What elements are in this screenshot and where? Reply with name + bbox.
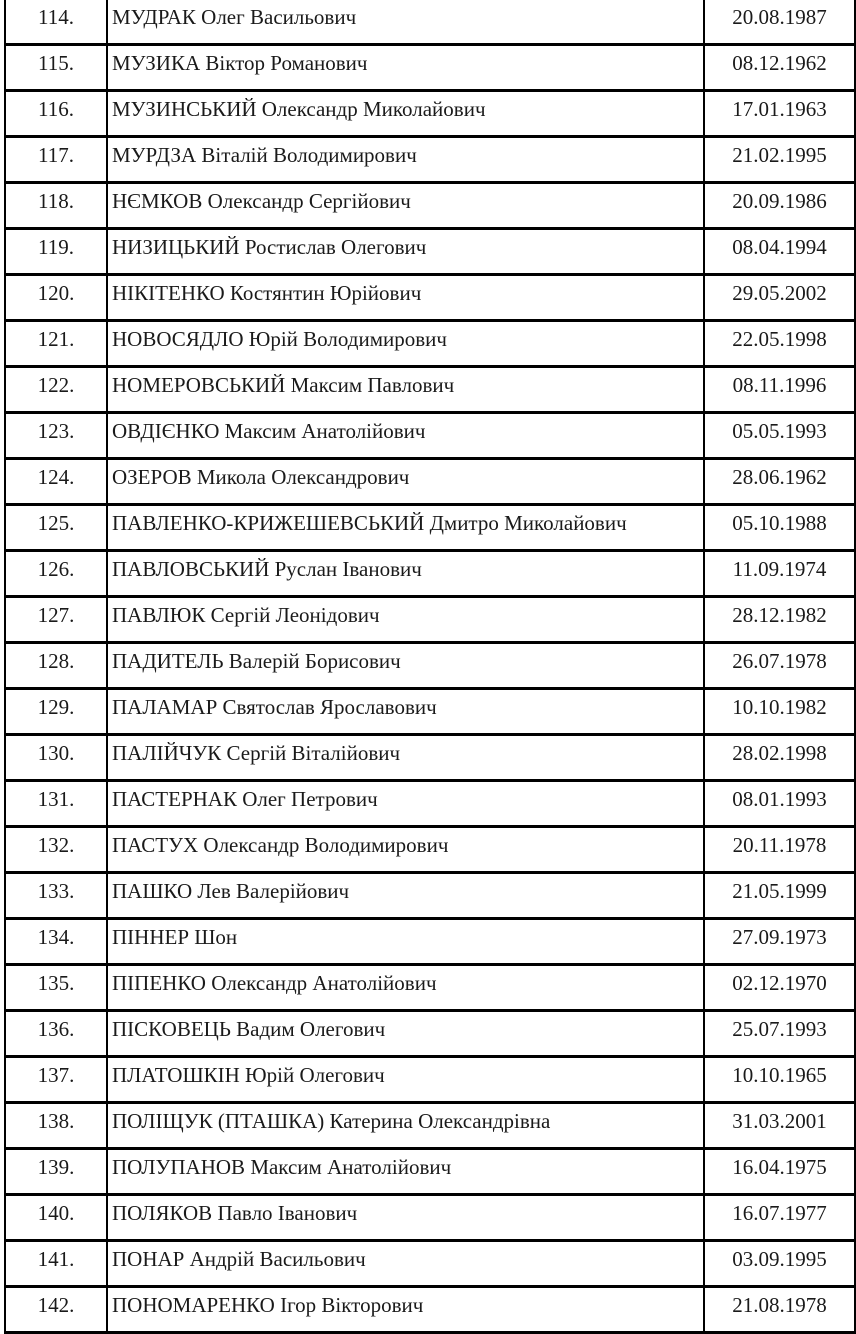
table-row — [5, 643, 855, 689]
row-number-cell: 135. — [5, 965, 107, 1011]
full-name-cell: ПОЛЯКОВ Павло Іванович — [107, 1195, 704, 1241]
full-name-cell: ПАВЛЕНКО-КРИЖЕШЕВСЬКИЙ Дмитро Миколайович — [107, 505, 704, 551]
row-number-cell: 125. — [5, 505, 107, 551]
table-row — [5, 321, 855, 367]
row-number-cell: 141. — [5, 1241, 107, 1287]
full-name-cell: НИЗИЦЬКИЙ Ростислав Олегович — [107, 229, 704, 275]
date-of-birth-cell: 03.09.1995 — [704, 1241, 855, 1287]
full-name-cell: ПАВЛЮК Сергій Леонідович — [107, 597, 704, 643]
table-clip-region — [4, 0, 850, 1317]
full-name-cell: МУРДЗА Віталій Володимирович — [107, 137, 704, 183]
table-row — [5, 689, 855, 735]
full-name-cell: ПАСТЕРНАК Олег Петрович — [107, 781, 704, 827]
table-row — [5, 183, 855, 229]
date-of-birth-cell: 29.05.2002 — [704, 275, 855, 321]
date-of-birth-cell: 08.11.1996 — [704, 367, 855, 413]
date-of-birth-cell: 22.05.1998 — [704, 321, 855, 367]
table-row — [5, 137, 855, 183]
roster-table-body — [5, 0, 855, 1333]
table-row — [5, 827, 855, 873]
row-number-cell: 122. — [5, 367, 107, 413]
full-name-cell: ПОНОМАРЕНКО Ігор Вікторович — [107, 1287, 704, 1333]
date-of-birth-cell: 17.01.1963 — [704, 91, 855, 137]
row-number-cell: 139. — [5, 1149, 107, 1195]
table-row — [5, 1057, 855, 1103]
row-number-cell: 130. — [5, 735, 107, 781]
table-row — [5, 413, 855, 459]
table-row — [5, 781, 855, 827]
table-row — [5, 505, 855, 551]
table-row — [5, 873, 855, 919]
row-number-cell: 127. — [5, 597, 107, 643]
row-number-cell: 140. — [5, 1195, 107, 1241]
date-of-birth-cell: 08.04.1994 — [704, 229, 855, 275]
full-name-cell: МУДРАК Олег Васильович — [107, 0, 704, 45]
table-row — [5, 597, 855, 643]
date-of-birth-cell: 21.08.1978 — [704, 1287, 855, 1333]
date-of-birth-cell: 28.02.1998 — [704, 735, 855, 781]
row-number-cell: 115. — [5, 45, 107, 91]
row-number-cell: 137. — [5, 1057, 107, 1103]
date-of-birth-cell: 05.10.1988 — [704, 505, 855, 551]
table-row — [5, 919, 855, 965]
table-row — [5, 1149, 855, 1195]
date-of-birth-cell: 16.07.1977 — [704, 1195, 855, 1241]
table-row — [5, 551, 855, 597]
date-of-birth-cell: 26.07.1978 — [704, 643, 855, 689]
full-name-cell: ОЗЕРОВ Микола Олександрович — [107, 459, 704, 505]
full-name-cell: ПОЛУПАНОВ Максим Анатолійович — [107, 1149, 704, 1195]
table-row — [5, 735, 855, 781]
date-of-birth-cell: 08.01.1993 — [704, 781, 855, 827]
row-number-cell: 126. — [5, 551, 107, 597]
table-row — [5, 1011, 855, 1057]
date-of-birth-cell: 02.12.1970 — [704, 965, 855, 1011]
table-row — [5, 1241, 855, 1287]
row-number-cell: 116. — [5, 91, 107, 137]
full-name-cell: ПЛАТОШКІН Юрій Олегович — [107, 1057, 704, 1103]
table-row — [5, 965, 855, 1011]
full-name-cell: НОМЕРОВСЬКИЙ Максим Павлович — [107, 367, 704, 413]
full-name-cell: ПАВЛОВСЬКИЙ Руслан Іванович — [107, 551, 704, 597]
row-number-cell: 138. — [5, 1103, 107, 1149]
full-name-cell: ОВДІЄНКО Максим Анатолійович — [107, 413, 704, 459]
date-of-birth-cell: 11.09.1974 — [704, 551, 855, 597]
table-row — [5, 0, 855, 45]
date-of-birth-cell: 05.05.1993 — [704, 413, 855, 459]
date-of-birth-cell: 21.05.1999 — [704, 873, 855, 919]
date-of-birth-cell: 16.04.1975 — [704, 1149, 855, 1195]
row-number-cell: 119. — [5, 229, 107, 275]
date-of-birth-cell: 10.10.1965 — [704, 1057, 855, 1103]
full-name-cell: НОВОСЯДЛО Юрій Володимирович — [107, 321, 704, 367]
full-name-cell: ПІСКОВЕЦЬ Вадим Олегович — [107, 1011, 704, 1057]
full-name-cell: ПАШКО Лев Валерійович — [107, 873, 704, 919]
row-number-cell: 118. — [5, 183, 107, 229]
date-of-birth-cell: 31.03.2001 — [704, 1103, 855, 1149]
full-name-cell: МУЗИНСЬКИЙ Олександр Миколайович — [107, 91, 704, 137]
full-name-cell: ПОЛІЩУК (ПТАШКА) Катерина Олександрівна — [107, 1103, 704, 1149]
row-number-cell: 129. — [5, 689, 107, 735]
full-name-cell: НЄМКОВ Олександр Сергійович — [107, 183, 704, 229]
row-number-cell: 134. — [5, 919, 107, 965]
date-of-birth-cell: 20.08.1987 — [704, 0, 855, 45]
table-row — [5, 1103, 855, 1149]
full-name-cell: ПАЛІЙЧУК Сергій Віталійович — [107, 735, 704, 781]
row-number-cell: 123. — [5, 413, 107, 459]
row-number-cell: 133. — [5, 873, 107, 919]
row-number-cell: 131. — [5, 781, 107, 827]
row-number-cell: 128. — [5, 643, 107, 689]
date-of-birth-cell: 20.09.1986 — [704, 183, 855, 229]
table-row — [5, 459, 855, 505]
full-name-cell: ПАДИТЕЛЬ Валерій Борисович — [107, 643, 704, 689]
date-of-birth-cell: 28.12.1982 — [704, 597, 855, 643]
table-row — [5, 275, 855, 321]
table-row — [5, 91, 855, 137]
table-row — [5, 229, 855, 275]
date-of-birth-cell: 20.11.1978 — [704, 827, 855, 873]
table-row — [5, 1287, 855, 1333]
table-row — [5, 367, 855, 413]
date-of-birth-cell: 08.12.1962 — [704, 45, 855, 91]
full-name-cell: ПАЛАМАР Святослав Ярославович — [107, 689, 704, 735]
row-number-cell: 132. — [5, 827, 107, 873]
full-name-cell: ПІННЕР Шон — [107, 919, 704, 965]
date-of-birth-cell: 21.02.1995 — [704, 137, 855, 183]
full-name-cell: ПОНАР Андрій Васильович — [107, 1241, 704, 1287]
full-name-cell: НІКІТЕНКО Костянтин Юрійович — [107, 275, 704, 321]
row-number-cell: 124. — [5, 459, 107, 505]
date-of-birth-cell: 27.09.1973 — [704, 919, 855, 965]
row-number-cell: 117. — [5, 137, 107, 183]
row-number-cell: 121. — [5, 321, 107, 367]
row-number-cell: 114. — [5, 0, 107, 45]
row-number-cell: 136. — [5, 1011, 107, 1057]
table-row — [5, 45, 855, 91]
full-name-cell: МУЗИКА Віктор Романович — [107, 45, 704, 91]
row-number-cell: 120. — [5, 275, 107, 321]
date-of-birth-cell: 28.06.1962 — [704, 459, 855, 505]
persons-roster-table — [4, 0, 856, 1334]
date-of-birth-cell: 10.10.1982 — [704, 689, 855, 735]
table-row — [5, 1195, 855, 1241]
date-of-birth-cell: 25.07.1993 — [704, 1011, 855, 1057]
row-number-cell: 142. — [5, 1287, 107, 1333]
full-name-cell: ПІПЕНКО Олександр Анатолійович — [107, 965, 704, 1011]
full-name-cell: ПАСТУХ Олександр Володимирович — [107, 827, 704, 873]
